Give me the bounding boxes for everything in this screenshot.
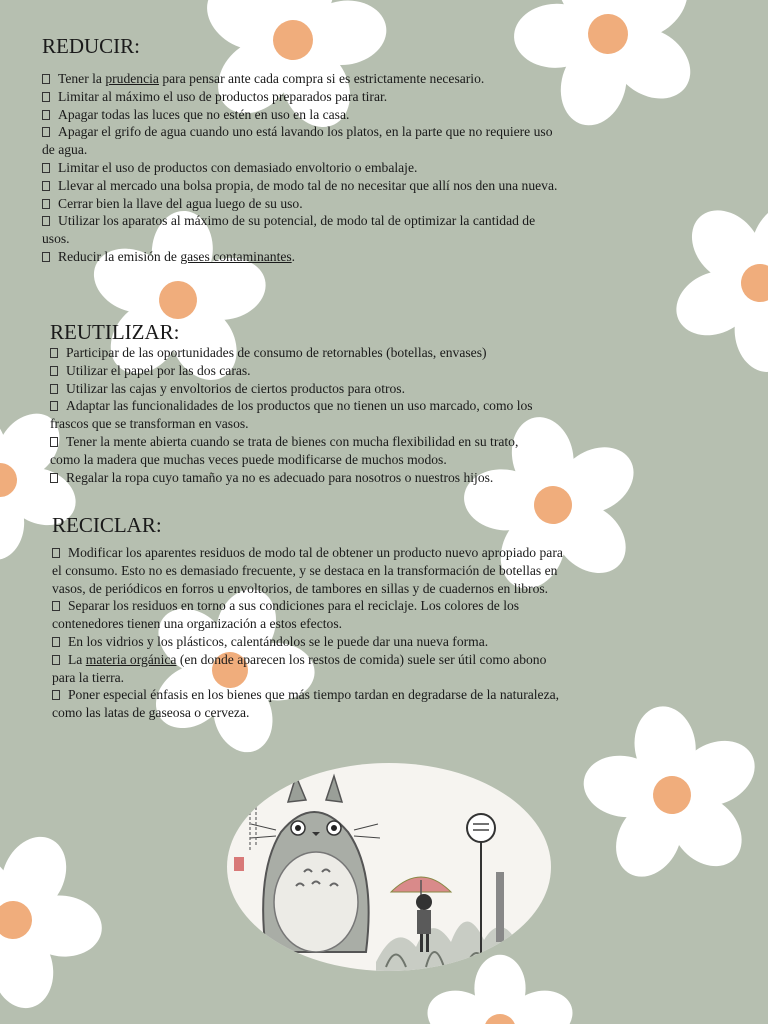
item-text: Participar de las oportunidades de consumo de retornables (botellas, envases) (66, 345, 487, 360)
checkbox-bullet-icon (50, 401, 58, 411)
list-item (42, 88, 562, 106)
list-item (42, 123, 562, 159)
item-text: . (291, 248, 296, 264)
checkbox-bullet-icon (50, 437, 58, 447)
item-text: Apagar el grifo de agua cuando uno está lavando los platos, en la parte que no requiere uso de agua. (42, 124, 553, 158)
checkbox-bullet-icon (42, 216, 50, 226)
checkbox-bullet-icon (42, 163, 50, 173)
checkbox-bullet-icon (50, 473, 58, 483)
list-item (50, 362, 550, 380)
checkbox-bullet-icon (52, 690, 60, 700)
item-list (52, 544, 572, 722)
checkbox-bullet-icon (52, 548, 60, 558)
checkbox-bullet-icon (52, 637, 60, 647)
list-item (50, 469, 550, 487)
checkbox-bullet-icon (42, 199, 50, 209)
item-text: Separar los residuos en torno a sus condiciones para el reciclaje. Los colores de los contenedores tienen una organización a estos efectos. (52, 598, 520, 632)
item-text: Tener la (58, 71, 106, 86)
list-item (52, 633, 572, 651)
flower-decoration (0, 799, 136, 1024)
item-text: Limitar el uso de productos con demasiado envoltorio o embalaje. (58, 159, 418, 175)
checkbox-bullet-icon (42, 92, 50, 102)
item-text: Poner especial énfasis en los bienes que más tiempo tardan en degradarse de la naturaleza, como las latas de gaseosa o cerveza. (52, 687, 560, 721)
item-text: En los vidrios y los plásticos, calentándolos se le puede dar una nueva forma. (68, 633, 489, 649)
item-text: Utilizar las cajas y envoltorios de ciertos productos para otros. (66, 380, 405, 396)
checkbox-bullet-icon (42, 127, 50, 137)
list-item (52, 597, 572, 633)
list-item (42, 248, 562, 266)
item-text: Regalar la ropa cuyo tamaño ya no es adecuado para nosotros o nuestros hijos. (66, 469, 494, 485)
flower-decoration (633, 159, 768, 409)
section-reciclar (52, 513, 572, 722)
item-text: La (68, 651, 86, 667)
checkbox-bullet-icon (42, 181, 50, 191)
checkbox-bullet-icon (50, 348, 58, 358)
totoro-illustration (226, 762, 552, 972)
checkbox-bullet-icon (52, 601, 60, 611)
checkbox-bullet-icon (50, 384, 58, 394)
list-item (42, 106, 562, 124)
checkbox-bullet-icon (42, 252, 50, 262)
section-reutilizar (50, 320, 550, 486)
list-item (42, 177, 562, 195)
item-text: Reducir la emisión de (58, 248, 181, 264)
item-text: Cerrar bien la llave del agua luego de su uso. (58, 195, 303, 211)
list-item (52, 651, 572, 687)
item-list (50, 344, 550, 486)
item-text: Modificar los aparentes residuos de modo tal de obtener un producto nuevo apropiado para el consumo. Esto no es demasiado frecuente, y se destaca en la transformación de botellas en vasos, de periódicos en forros u envoltorios, de tambores en sillas y de cuadernos en libros. (52, 545, 563, 596)
list-item (50, 380, 550, 398)
item-link[interactable]: gases contaminantes (180, 248, 292, 264)
list-item (42, 159, 562, 177)
section-title: REUTILIZAR: (50, 320, 180, 344)
checkbox-bullet-icon (52, 655, 60, 665)
item-text: Utilizar el papel por las dos caras. (66, 362, 251, 378)
section-title: RECICLAR: (52, 513, 162, 537)
checkbox-bullet-icon (42, 110, 50, 120)
flower-decoration (566, 693, 768, 897)
item-text: Apagar todas las luces que no estén en uso en la casa. (58, 106, 350, 122)
item-list (42, 70, 562, 266)
list-item (50, 433, 550, 469)
item-text: Limitar al máximo el uso de productos preparados para tirar. (58, 88, 388, 104)
item-text: Adaptar las funcionalidades de los productos que no tienen un uso marcado, como los frascos que se transforman en vasos. (50, 398, 533, 432)
checkbox-bullet-icon (42, 74, 50, 84)
item-text: Llevar al mercado una bolsa propia, de modo tal de no necesitar que allí nos den una nueva. (58, 177, 558, 193)
list-item (50, 344, 550, 362)
list-item (42, 195, 562, 213)
list-item (42, 212, 562, 248)
list-item (52, 544, 572, 597)
item-text: para pensar ante cada compra si es estrictamente necesario. (158, 71, 485, 86)
list-item (50, 397, 550, 433)
item-text: Tener la mente abierta cuando se trata de bienes con mucha flexibilidad en su trato, como la madera que muchas veces puede modificarse de muchos modos. (50, 433, 519, 467)
section-title: REDUCIR: (42, 34, 141, 58)
item-text: (en donde aparecen los restos de comida) suele ser útil como abono para la tierra. (52, 651, 547, 685)
list-item (52, 686, 572, 722)
list-item (42, 70, 562, 88)
checkbox-bullet-icon (50, 366, 58, 376)
section-reducir (42, 34, 562, 266)
item-link[interactable]: materia orgánica (85, 651, 177, 667)
item-text: Utilizar los aparatos al máximo de su potencial, de modo tal de optimizar la cantidad de usos. (42, 213, 536, 247)
item-link[interactable]: prudencia (105, 71, 159, 86)
